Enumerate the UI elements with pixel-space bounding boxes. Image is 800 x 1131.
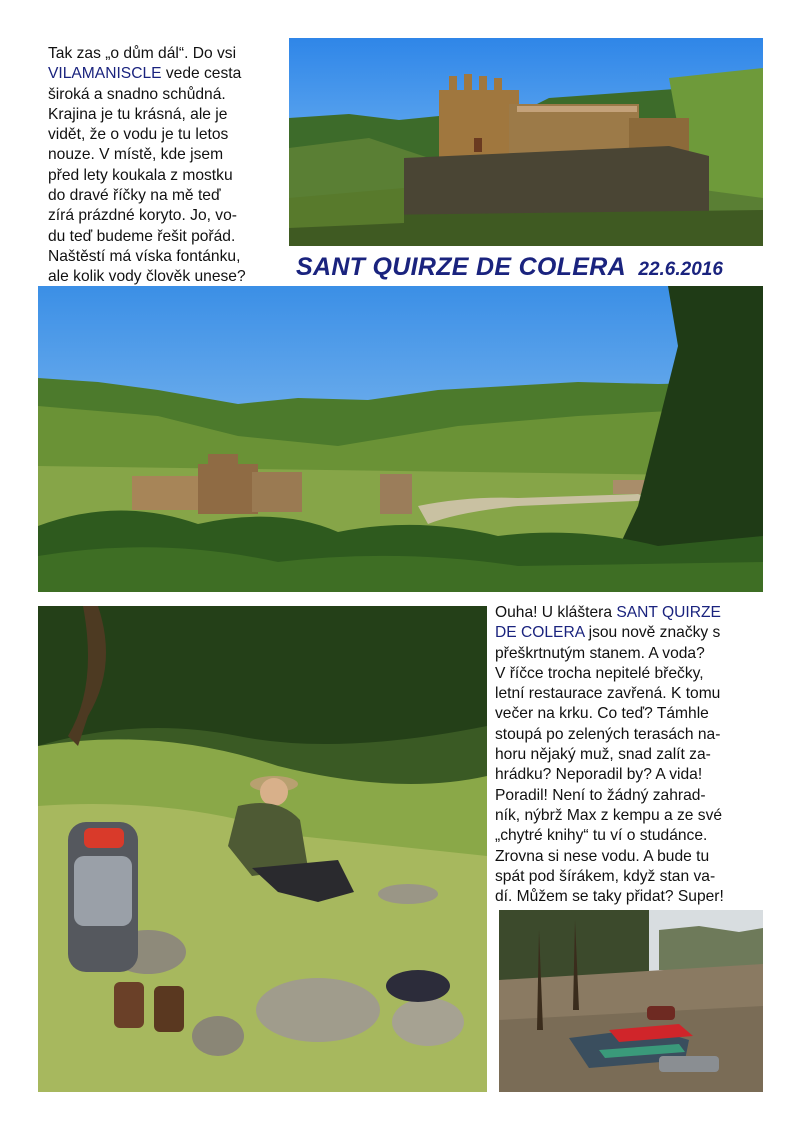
story-line: dí. Můžem se taky přidat? Super! <box>495 888 724 906</box>
story-line: spát pod šírákem, když stan va- <box>495 867 716 885</box>
story-line: DE COLERA jsou nově značky s <box>495 624 721 642</box>
intro-line: Krajina je tu krásná, ale je <box>48 105 228 123</box>
page-title <box>296 253 723 282</box>
intro-line: široká a snadno schůdná. <box>48 85 226 103</box>
intro-line: du teď budeme řešit pořád. <box>48 227 236 245</box>
story-line: V říčce trocha nepitelé břečky, <box>495 664 704 682</box>
story-line: Poradil! Není to žádný zahrad- <box>495 786 706 804</box>
place-name-vilamaniscle: VILAMANISCLE <box>48 65 162 83</box>
story-line: „chytré knihy“ tu ví o studánce. <box>495 827 708 845</box>
story-line: stoupá po zelených terasách na- <box>495 725 721 743</box>
intro-line: VILAMANISCLE vede cesta <box>48 65 242 83</box>
story-text <box>495 603 785 907</box>
title-place: SANT QUIRZE DE COLERA <box>296 253 626 281</box>
place-name-sant-quirze: SANT QUIRZE <box>616 604 721 621</box>
photo-monastery-closeup <box>289 38 763 246</box>
intro-line: do dravé říčky na mě teď <box>48 187 221 205</box>
story-line: horu nějaký muž, snad zalít za- <box>495 746 711 764</box>
intro-text <box>48 44 288 288</box>
photo-valley-panorama <box>38 286 763 592</box>
story-line: večer na krku. Co teď? Támhle <box>495 705 709 723</box>
story-line: přeškrtnutým stanem. A voda? <box>495 644 705 662</box>
intro-line: Tak zas „o dům dál“. Do vsi <box>48 45 237 62</box>
story-line: ník, nýbrž Max z kempu a ze své <box>495 806 723 824</box>
intro-line: zírá prázdné koryto. Jo, vo- <box>48 207 237 225</box>
title-date: 22.6.2016 <box>638 259 723 280</box>
intro-line: nouze. V místě, kde jsem <box>48 146 224 164</box>
photo-campsite <box>499 910 763 1092</box>
intro-line: vidět, že o vodu je tu letos <box>48 126 229 144</box>
place-name-de-colera: DE COLERA <box>495 624 585 642</box>
intro-line: ale kolik vody člověk unese? <box>48 268 246 286</box>
intro-line: Naštěstí má víska fontánku, <box>48 247 241 265</box>
intro-line: před lety koukala z mostku <box>48 166 233 184</box>
story-line: Ouha! U kláštera SANT QUIRZE <box>495 604 721 621</box>
story-line: letní restaurace zavřená. K tomu <box>495 685 721 703</box>
photo-hiker-rest <box>38 606 487 1092</box>
story-line: Zrovna si nese vodu. A bude tu <box>495 847 710 865</box>
story-line: hrádku? Neporadil by? A vida! <box>495 766 703 784</box>
